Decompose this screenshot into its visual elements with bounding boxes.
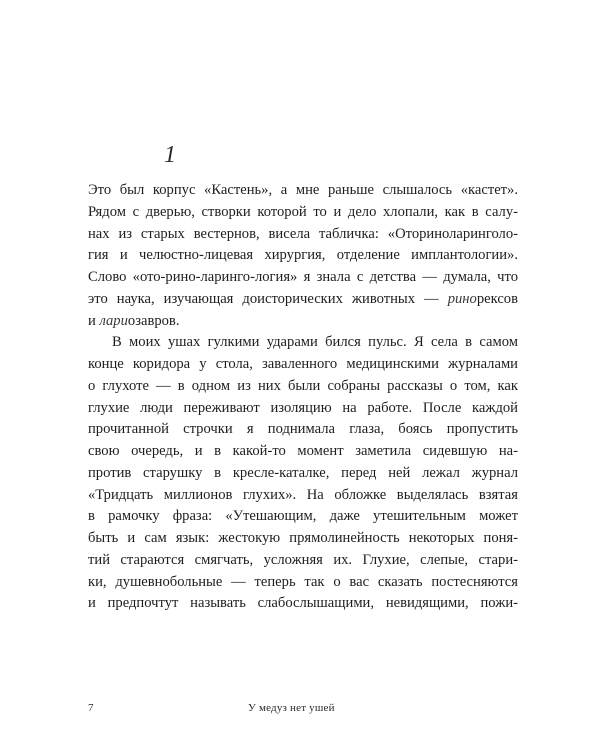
paragraph-2 (88, 332, 518, 615)
chapter-number: 1 (164, 142, 176, 168)
text-line: Слово «ото-рино-ларинго-логия» я знала с детства — думала, что (88, 269, 518, 285)
italic-fragment: лари (99, 312, 128, 329)
italic-fragment: рино (447, 290, 477, 307)
text-line: в рамочку фраза: «Утешающим, даже утешительным может (88, 508, 518, 525)
text-line: В моих ушах гулкими ударами бился пульс. Я села в самом (112, 334, 518, 351)
chapter-body (88, 180, 518, 615)
text-line: гия и челюстно-лицевая хирургия, отделение имплантологии». (88, 247, 518, 264)
page-footer (0, 702, 600, 718)
text-line: нах из старых вестернов, висела табличка: «Оториноларинголо- (88, 225, 518, 242)
text-line: свою очередь, и в какой-то момент заметила сидевшую на- (88, 443, 518, 459)
text-line: глухие люди переживают изоляцию на работе. После каждой (88, 399, 518, 416)
text-line: и лариозавров. (88, 312, 180, 329)
page-number: 7 (88, 702, 94, 714)
running-title: У медуз нет ушей (248, 702, 335, 714)
text-line: «Тридцать миллионов глухих». На обложке выделялась взятая (88, 486, 518, 503)
text-line: конце коридора у стола, заваленного медицинскими журналами (88, 356, 518, 372)
paragraph-1 (88, 180, 518, 332)
text-line: о глухоте — в одном из них были собраны рассказы о том, как (88, 377, 518, 394)
text-line: Рядом с дверью, створки которой то и дело хлопали, как в салу- (88, 203, 518, 220)
text-line: против старушку в кресле-каталке, перед ней лежал журнал (88, 464, 518, 481)
text-line: тий стараются смягчать, усложняя их. Глухие, слепые, стари- (88, 551, 518, 568)
text-line: прочитанной строчки я поднимала глаза, боясь пропустить (88, 421, 518, 438)
text-line: Это был корпус «Кастень», а мне раньше слышалось «кастет». (88, 182, 518, 198)
text-line: это наука, изучающая доисторических животных — ринорексов (88, 290, 518, 307)
text-line: быть и сам язык: жестокую прямолинейность некоторых поня- (88, 530, 518, 546)
text-line: ки, душевнобольные — теперь так о вас сказать постесняются (88, 573, 518, 590)
text-line: и предпочтут называть слабослышащими, невидящими, пожи- (88, 595, 518, 612)
